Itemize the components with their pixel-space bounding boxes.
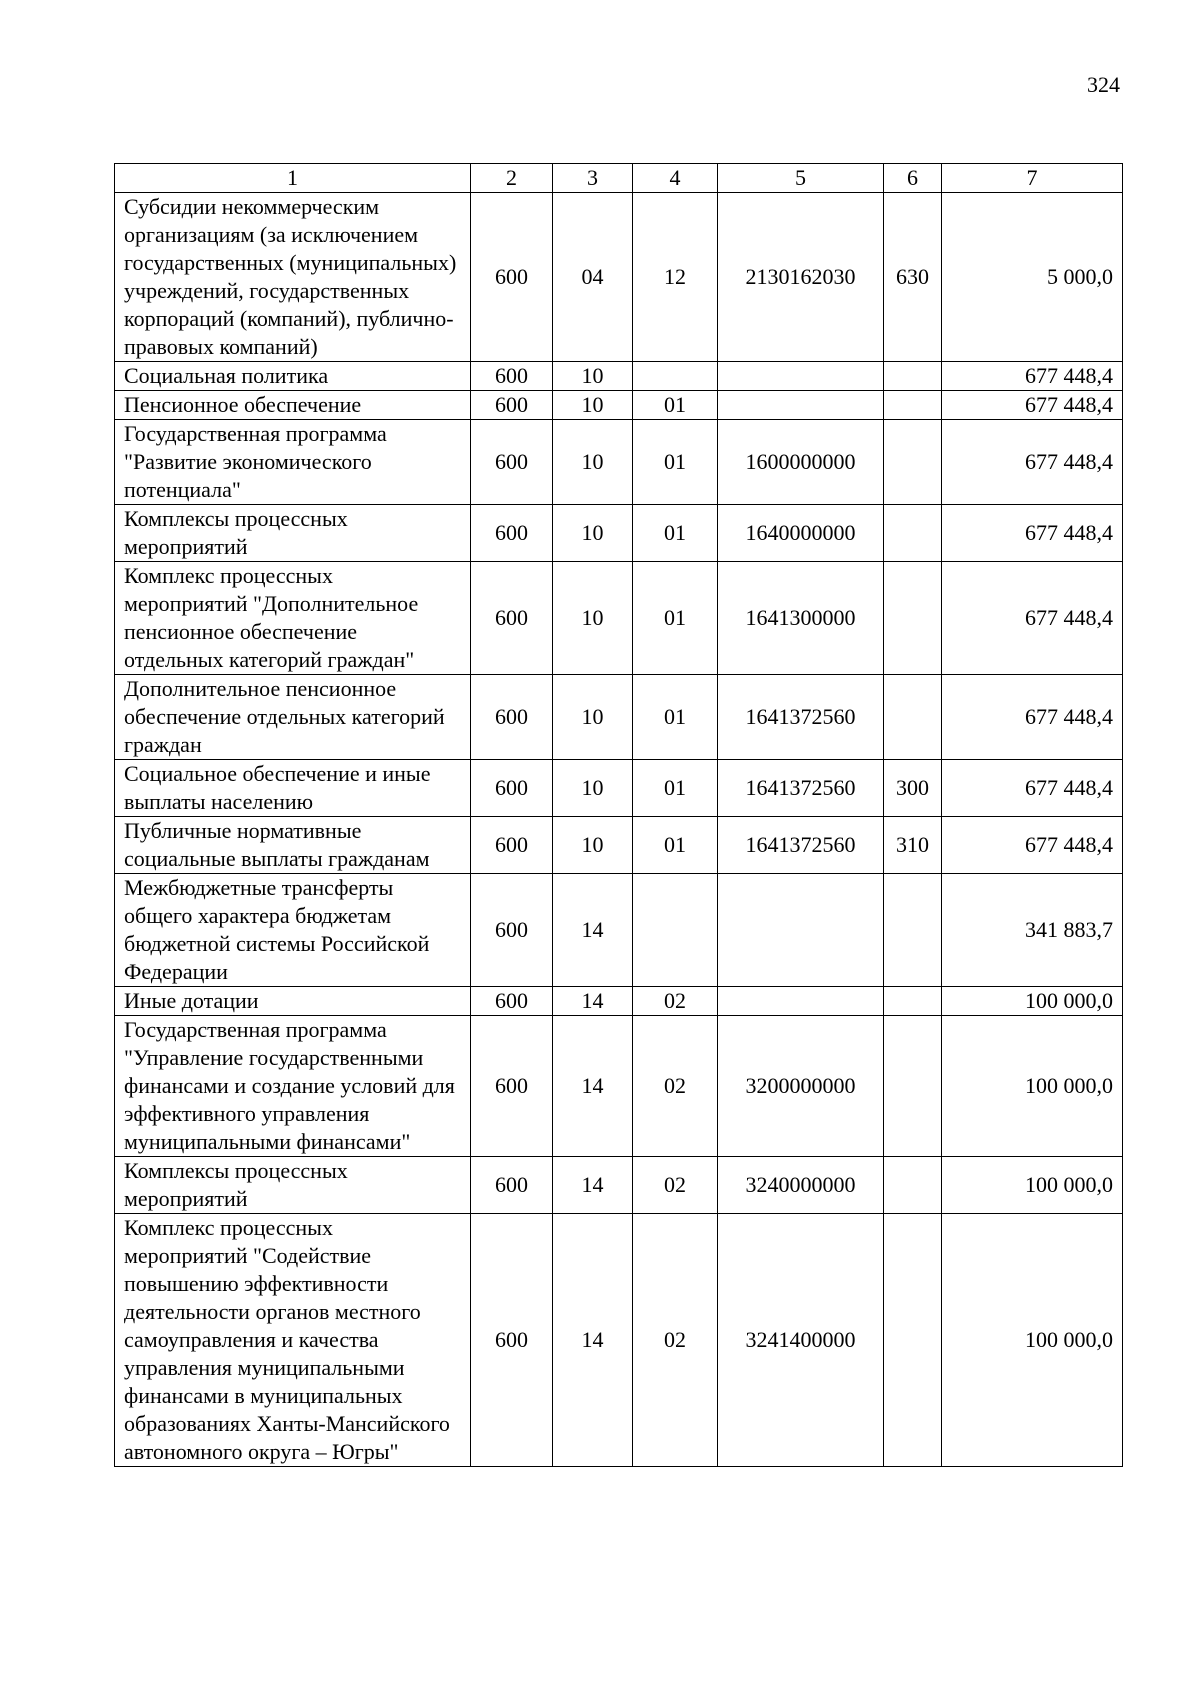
cell-col6 [884,391,942,420]
cell-col2: 600 [471,362,553,391]
cell-col3: 04 [553,193,633,362]
cell-col3: 10 [553,420,633,505]
row-name: Комплексы процессных мероприятий [115,505,471,562]
cell-col2: 600 [471,420,553,505]
table-row [115,1157,1123,1214]
cell-col4: 01 [633,505,718,562]
cell-col5: 1600000000 [718,420,884,505]
cell-col3: 10 [553,817,633,874]
cell-col6 [884,505,942,562]
cell-col3: 14 [553,1016,633,1157]
column-header: 2 [471,164,553,193]
row-name: Государственная программа "Управление государственными финансами и создание условий для эффективного управления муниципальными финансами" [115,1016,471,1157]
column-header: 1 [115,164,471,193]
column-header: 3 [553,164,633,193]
row-name: Комплекс процессных мероприятий "Дополнительное пенсионное обеспечение отдельных категорий граждан" [115,562,471,675]
cell-col5 [718,987,884,1016]
cell-col6 [884,562,942,675]
cell-col2: 600 [471,1214,553,1467]
cell-col7: 677 448,4 [942,391,1123,420]
cell-col5: 3241400000 [718,1214,884,1467]
row-name: Публичные нормативные социальные выплаты гражданам [115,817,471,874]
cell-col6: 310 [884,817,942,874]
cell-col6 [884,420,942,505]
page-number: 324 [1087,72,1120,97]
row-name: Пенсионное обеспечение [115,391,471,420]
cell-col2: 600 [471,874,553,987]
cell-col5: 3200000000 [718,1016,884,1157]
column-header: 4 [633,164,718,193]
cell-col5 [718,362,884,391]
cell-col6: 300 [884,760,942,817]
table-row [115,760,1123,817]
cell-col7: 677 448,4 [942,760,1123,817]
row-name: Иные дотации [115,987,471,1016]
cell-col2: 600 [471,675,553,760]
cell-col7: 100 000,0 [942,1157,1123,1214]
cell-col4 [633,874,718,987]
cell-col6: 630 [884,193,942,362]
cell-col2: 600 [471,391,553,420]
table-row [115,1016,1123,1157]
cell-col5: 1641372560 [718,675,884,760]
row-name: Субсидии некоммерческим организациям (за исключением государственных (муниципальных) учреждений, государственных корпораций (компаний), публично-правовых компаний) [115,193,471,362]
cell-col3: 14 [553,1214,633,1467]
cell-col3: 10 [553,362,633,391]
cell-col3: 10 [553,562,633,675]
cell-col4: 02 [633,1157,718,1214]
cell-col4: 01 [633,420,718,505]
cell-col6 [884,987,942,1016]
cell-col4: 02 [633,1214,718,1467]
cell-col2: 600 [471,505,553,562]
cell-col2: 600 [471,193,553,362]
cell-col4: 02 [633,987,718,1016]
column-header: 7 [942,164,1123,193]
cell-col5 [718,874,884,987]
row-name: Социальная политика [115,362,471,391]
cell-col4: 01 [633,817,718,874]
cell-col5: 1641372560 [718,760,884,817]
table-row [115,505,1123,562]
cell-col5 [718,391,884,420]
cell-col2: 600 [471,817,553,874]
row-name: Комплексы процессных мероприятий [115,1157,471,1214]
cell-col7: 677 448,4 [942,562,1123,675]
table-row [115,420,1123,505]
cell-col5: 3240000000 [718,1157,884,1214]
cell-col7: 677 448,4 [942,675,1123,760]
cell-col7: 677 448,4 [942,505,1123,562]
table-row [115,675,1123,760]
cell-col7: 100 000,0 [942,987,1123,1016]
cell-col2: 600 [471,1157,553,1214]
cell-col2: 600 [471,562,553,675]
cell-col7: 5 000,0 [942,193,1123,362]
cell-col2: 600 [471,1016,553,1157]
cell-col3: 10 [553,675,633,760]
cell-col5: 1640000000 [718,505,884,562]
column-header: 5 [718,164,884,193]
cell-col6 [884,1157,942,1214]
cell-col6 [884,362,942,391]
cell-col7: 100 000,0 [942,1214,1123,1467]
table-row [115,193,1123,362]
cell-col4: 01 [633,562,718,675]
cell-col4: 12 [633,193,718,362]
cell-col3: 10 [553,760,633,817]
cell-col7: 100 000,0 [942,1016,1123,1157]
cell-col3: 14 [553,1157,633,1214]
table-row [115,391,1123,420]
cell-col4: 01 [633,391,718,420]
cell-col4: 02 [633,1016,718,1157]
row-name: Государственная программа "Развитие экономического потенциала" [115,420,471,505]
cell-col2: 600 [471,760,553,817]
cell-col5: 1641372560 [718,817,884,874]
cell-col5: 1641300000 [718,562,884,675]
table-row [115,1214,1123,1467]
cell-col3: 14 [553,987,633,1016]
row-name: Дополнительное пенсионное обеспечение отдельных категорий граждан [115,675,471,760]
cell-col6 [884,1016,942,1157]
table-row [115,874,1123,987]
cell-col7: 341 883,7 [942,874,1123,987]
row-name: Социальное обеспечение и иные выплаты населению [115,760,471,817]
header-row [115,164,1123,193]
cell-col7: 677 448,4 [942,817,1123,874]
cell-col5: 2130162030 [718,193,884,362]
cell-col3: 10 [553,505,633,562]
table-row [115,817,1123,874]
row-name: Комплекс процессных мероприятий "Содействие повышению эффективности деятельности органов местного самоуправления и качества управления муниципальными финансами в муниципальных образованиях Ханты-Мансийского автономного округа – Югры" [115,1214,471,1467]
row-name: Межбюджетные трансферты общего характера бюджетам бюджетной системы Российской Федерации [115,874,471,987]
table-row [115,987,1123,1016]
cell-col4 [633,362,718,391]
budget-table [114,163,1123,1467]
cell-col6 [884,675,942,760]
table-row [115,562,1123,675]
cell-col4: 01 [633,675,718,760]
table-row [115,362,1123,391]
cell-col3: 10 [553,391,633,420]
cell-col6 [884,1214,942,1467]
cell-col3: 14 [553,874,633,987]
cell-col2: 600 [471,987,553,1016]
cell-col7: 677 448,4 [942,420,1123,505]
column-header: 6 [884,164,942,193]
cell-col6 [884,874,942,987]
cell-col7: 677 448,4 [942,362,1123,391]
cell-col4: 01 [633,760,718,817]
